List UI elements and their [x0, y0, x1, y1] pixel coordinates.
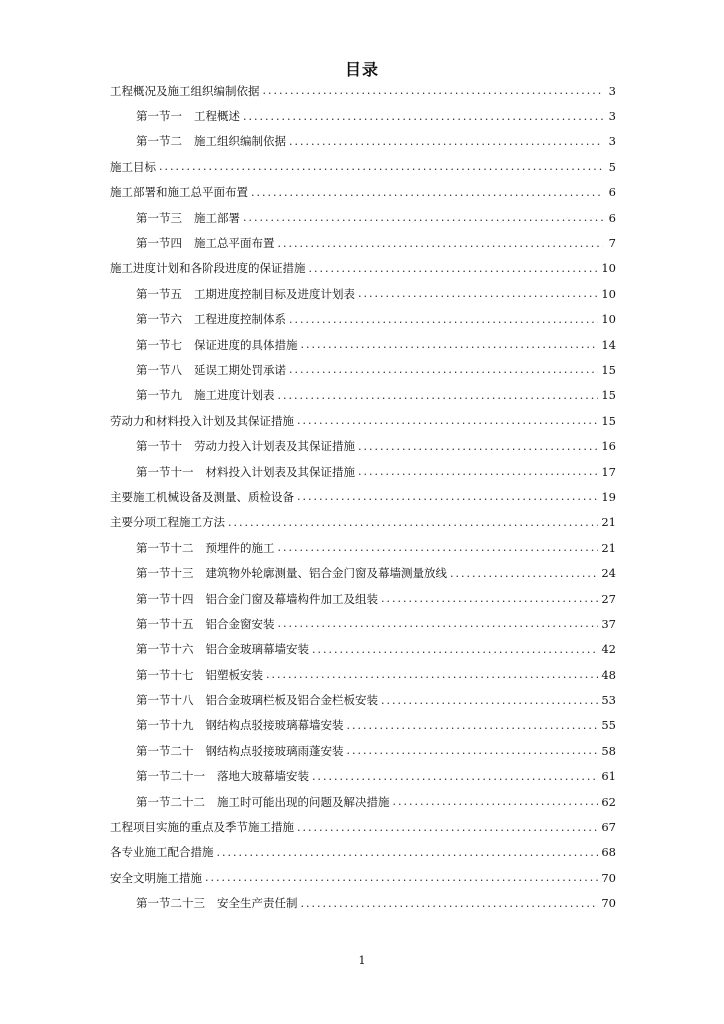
toc-entry — [110, 637, 616, 662]
toc-section-number: 第一节六 — [136, 312, 182, 327]
table-of-contents — [110, 78, 616, 916]
dot-leader — [243, 110, 603, 123]
toc-entry — [110, 205, 616, 230]
toc-section-number: 第一节九 — [136, 388, 182, 403]
toc-entry-text: 铝合金窗安装 — [205, 616, 275, 631]
toc-section-number: 第一节二十三 — [136, 896, 205, 911]
toc-entry-label — [136, 768, 309, 784]
toc-entry-label — [136, 438, 355, 454]
toc-entry-label — [136, 641, 309, 657]
toc-page-number: 15 — [601, 413, 616, 428]
dot-leader — [289, 135, 603, 148]
toc-entry — [110, 535, 616, 560]
toc-page-number: 10 — [601, 286, 616, 301]
toc-entry-text: 施工时可能出现的问题及解决措施 — [217, 794, 390, 809]
toc-section-number: 第一节二 — [136, 134, 182, 149]
dot-leader — [312, 643, 598, 656]
toc-entry-label — [136, 616, 275, 632]
dot-leader — [297, 414, 598, 427]
toc-page-number: 61 — [601, 769, 616, 784]
toc-entry-text: 施工组织编制依据 — [194, 134, 286, 149]
toc-entry-label — [136, 540, 275, 556]
toc-page-number: 67 — [601, 820, 616, 835]
page-title: 目录 — [344, 60, 379, 79]
toc-entry-label — [136, 337, 298, 353]
toc-entry — [110, 764, 616, 789]
toc-entry-text: 劳动力投入计划表及其保证措施 — [194, 439, 355, 454]
toc-entry-text: 工程进度控制体系 — [194, 312, 286, 327]
toc-entry — [110, 256, 616, 281]
dot-leader — [251, 186, 603, 199]
toc-page-number: 10 — [601, 312, 616, 327]
toc-page-number: 5 — [608, 159, 616, 174]
toc-entry — [110, 713, 616, 738]
toc-entry — [110, 586, 616, 611]
page-number: 1 — [358, 954, 366, 967]
toc-entry — [110, 154, 616, 179]
toc-entry-label — [136, 794, 390, 810]
toc-page-number: 58 — [601, 743, 616, 758]
toc-page-number: 68 — [601, 845, 616, 860]
toc-page-number: 14 — [601, 337, 616, 352]
dot-leader — [217, 846, 599, 859]
toc-entry — [110, 281, 616, 306]
toc-section-number: 第一节二十 — [136, 743, 194, 758]
toc-section-number: 第一节十六 — [136, 642, 194, 657]
dot-leader — [289, 313, 598, 326]
dot-leader — [358, 465, 598, 478]
toc-section-number: 第一节十二 — [136, 540, 194, 555]
toc-entry — [110, 230, 616, 255]
toc-page-number: 3 — [608, 109, 616, 124]
toc-page-number: 27 — [601, 591, 616, 606]
toc-entry-label — [110, 413, 294, 429]
toc-entry — [110, 129, 616, 154]
dot-leader — [312, 770, 598, 783]
dot-leader — [393, 795, 599, 808]
toc-entry — [110, 789, 616, 814]
toc-entry — [110, 611, 616, 636]
dot-leader — [263, 84, 604, 97]
dot-leader — [243, 211, 603, 224]
toc-entry — [110, 840, 616, 865]
toc-entry-label — [136, 362, 286, 378]
toc-entry-label — [110, 844, 214, 860]
toc-section-number: 第一节十一 — [136, 464, 194, 479]
toc-entry-label — [110, 870, 202, 886]
toc-entry-text: 铝合金玻璃栏板及铝合金栏板安装 — [205, 693, 378, 708]
toc-page-number: 55 — [601, 718, 616, 733]
toc-section-number: 第一节二十一 — [136, 769, 205, 784]
toc-entry — [110, 433, 616, 458]
dot-leader — [289, 363, 598, 376]
toc-entry-text: 安全生产责任制 — [217, 896, 298, 911]
toc-section-number: 第一节八 — [136, 362, 182, 377]
dot-leader — [278, 389, 599, 402]
toc-entry-text: 落地大玻幕墙安装 — [217, 769, 309, 784]
toc-section-number: 第一节十三 — [136, 566, 194, 581]
toc-entry-text: 钢结构点驳接玻璃雨蓬安装 — [205, 743, 344, 758]
toc-entry — [110, 484, 616, 509]
toc-entry-label — [136, 565, 447, 581]
toc-page-number: 3 — [608, 83, 616, 98]
toc-entry-label — [136, 667, 263, 683]
toc-entry-label — [136, 692, 378, 708]
toc-page-number: 70 — [601, 870, 616, 885]
dot-leader — [278, 617, 599, 630]
toc-section-number: 第一节五 — [136, 286, 182, 301]
toc-entry-label — [136, 133, 286, 149]
toc-page-number: 21 — [601, 515, 616, 530]
dot-leader — [301, 897, 599, 910]
toc-entry-label — [136, 717, 344, 733]
toc-entry-label — [136, 108, 240, 124]
toc-section-number: 第一节十九 — [136, 718, 194, 733]
toc-entry-label — [136, 464, 355, 480]
toc-entry-text: 铝合金门窗及幕墙构件加工及组装 — [205, 591, 378, 606]
toc-entry-text: 铝塑板安装 — [205, 667, 263, 682]
toc-page-number: 53 — [601, 693, 616, 708]
toc-entry-label — [110, 83, 260, 99]
toc-entry-text: 施工目标 — [110, 159, 156, 174]
toc-section-number: 第一节四 — [136, 236, 182, 251]
toc-section-number: 第一节十四 — [136, 591, 194, 606]
toc-page-number: 3 — [608, 134, 616, 149]
toc-page-number: 6 — [608, 210, 616, 225]
dot-leader — [301, 338, 599, 351]
dot-leader — [358, 440, 598, 453]
toc-section-number: 第一节十 — [136, 439, 182, 454]
toc-page-number: 17 — [601, 464, 616, 479]
toc-entry-label — [136, 210, 240, 226]
dot-leader — [347, 744, 599, 757]
toc-entry — [110, 891, 616, 916]
toc-entry-label — [136, 591, 378, 607]
dot-leader — [278, 541, 599, 554]
toc-page-number: 48 — [601, 667, 616, 682]
toc-section-number: 第一节十七 — [136, 667, 194, 682]
dot-leader — [205, 871, 598, 884]
toc-page-number: 62 — [601, 794, 616, 809]
dot-leader — [358, 287, 598, 300]
dot-leader — [266, 668, 598, 681]
dot-leader — [381, 694, 598, 707]
toc-entry-label — [110, 184, 248, 200]
toc-page-number: 24 — [601, 566, 616, 581]
toc-entry — [110, 78, 616, 103]
toc-entry — [110, 332, 616, 357]
toc-entry-text: 施工进度计划表 — [194, 388, 275, 403]
toc-entry — [110, 307, 616, 332]
toc-entry-text: 预埋件的施工 — [205, 540, 275, 555]
toc-entry-text: 工程概述 — [194, 109, 240, 124]
toc-entry — [110, 180, 616, 205]
toc-entry — [110, 865, 616, 890]
toc-entry-label — [136, 286, 355, 302]
dot-leader — [450, 567, 598, 580]
toc-entry — [110, 383, 616, 408]
toc-entry-text: 施工部署 — [194, 210, 240, 225]
toc-entry-label — [110, 489, 294, 505]
toc-page-number: 21 — [601, 540, 616, 555]
toc-entry-label — [136, 895, 298, 911]
toc-entry-text: 安全文明施工措施 — [110, 870, 202, 885]
toc-entry-text: 保证进度的具体措施 — [194, 337, 298, 352]
dot-leader — [278, 237, 604, 250]
toc-entry — [110, 408, 616, 433]
toc-entry — [110, 357, 616, 382]
toc-page-number: 15 — [601, 362, 616, 377]
dot-leader — [159, 160, 603, 173]
toc-entry-text: 材料投入计划表及其保证措施 — [205, 464, 355, 479]
toc-entry-text: 钢结构点驳接玻璃幕墙安装 — [205, 718, 344, 733]
toc-section-number: 第一节十八 — [136, 693, 194, 708]
toc-entry — [110, 560, 616, 585]
toc-entry — [110, 738, 616, 763]
dot-leader — [297, 490, 598, 503]
toc-entry — [110, 103, 616, 128]
toc-page-number: 37 — [601, 616, 616, 631]
toc-entry-text: 劳动力和材料投入计划及其保证措施 — [110, 413, 294, 428]
toc-entry-label — [136, 743, 344, 759]
toc-entry-text: 延误工期处罚承诺 — [194, 362, 286, 377]
toc-page-number: 10 — [601, 261, 616, 276]
toc-entry-text: 施工总平面布置 — [194, 236, 275, 251]
toc-entry — [110, 814, 616, 839]
toc-entry-text: 工程概况及施工组织编制依据 — [110, 83, 260, 98]
toc-entry-text: 铝合金玻璃幕墙安装 — [205, 642, 309, 657]
toc-section-number: 第一节二十二 — [136, 794, 205, 809]
toc-page-number: 7 — [608, 236, 616, 251]
dot-leader — [381, 592, 598, 605]
toc-page-number: 16 — [601, 439, 616, 454]
dot-leader — [297, 821, 598, 834]
toc-page-number: 42 — [601, 642, 616, 657]
toc-section-number: 第一节三 — [136, 210, 182, 225]
toc-entry-text: 工期进度控制目标及进度计划表 — [194, 286, 355, 301]
toc-entry-label — [136, 311, 286, 327]
toc-entry-label — [110, 514, 225, 530]
toc-entry — [110, 662, 616, 687]
toc-entry-text: 工程项目实施的重点及季节施工措施 — [110, 820, 294, 835]
toc-entry-label — [136, 235, 275, 251]
toc-entry-text: 建筑物外轮廓测量、铝合金门窗及幕墙测量放线 — [205, 566, 447, 581]
toc-entry-label — [110, 159, 156, 175]
toc-entry — [110, 459, 616, 484]
toc-section-number: 第一节十五 — [136, 616, 194, 631]
toc-entry-label — [110, 260, 306, 276]
toc-entry — [110, 510, 616, 535]
toc-entry-text: 施工进度计划和各阶段进度的保证措施 — [110, 261, 306, 276]
toc-page-number: 70 — [601, 896, 616, 911]
toc-page-number: 19 — [601, 489, 616, 504]
toc-page-number: 6 — [608, 185, 616, 200]
toc-entry-text: 主要施工机械设备及测量、质检设备 — [110, 489, 294, 504]
dot-leader — [309, 262, 599, 275]
toc-entry-text: 各专业施工配合措施 — [110, 845, 214, 860]
toc-entry-text: 主要分项工程施工方法 — [110, 515, 225, 530]
toc-section-number: 第一节一 — [136, 109, 182, 124]
toc-section-number: 第一节七 — [136, 337, 182, 352]
dot-leader — [347, 719, 599, 732]
toc-entry-text: 施工部署和施工总平面布置 — [110, 185, 248, 200]
toc-entry — [110, 687, 616, 712]
dot-leader — [228, 516, 598, 529]
toc-entry-label — [136, 387, 275, 403]
toc-page-number: 15 — [601, 388, 616, 403]
toc-entry-label — [110, 819, 294, 835]
